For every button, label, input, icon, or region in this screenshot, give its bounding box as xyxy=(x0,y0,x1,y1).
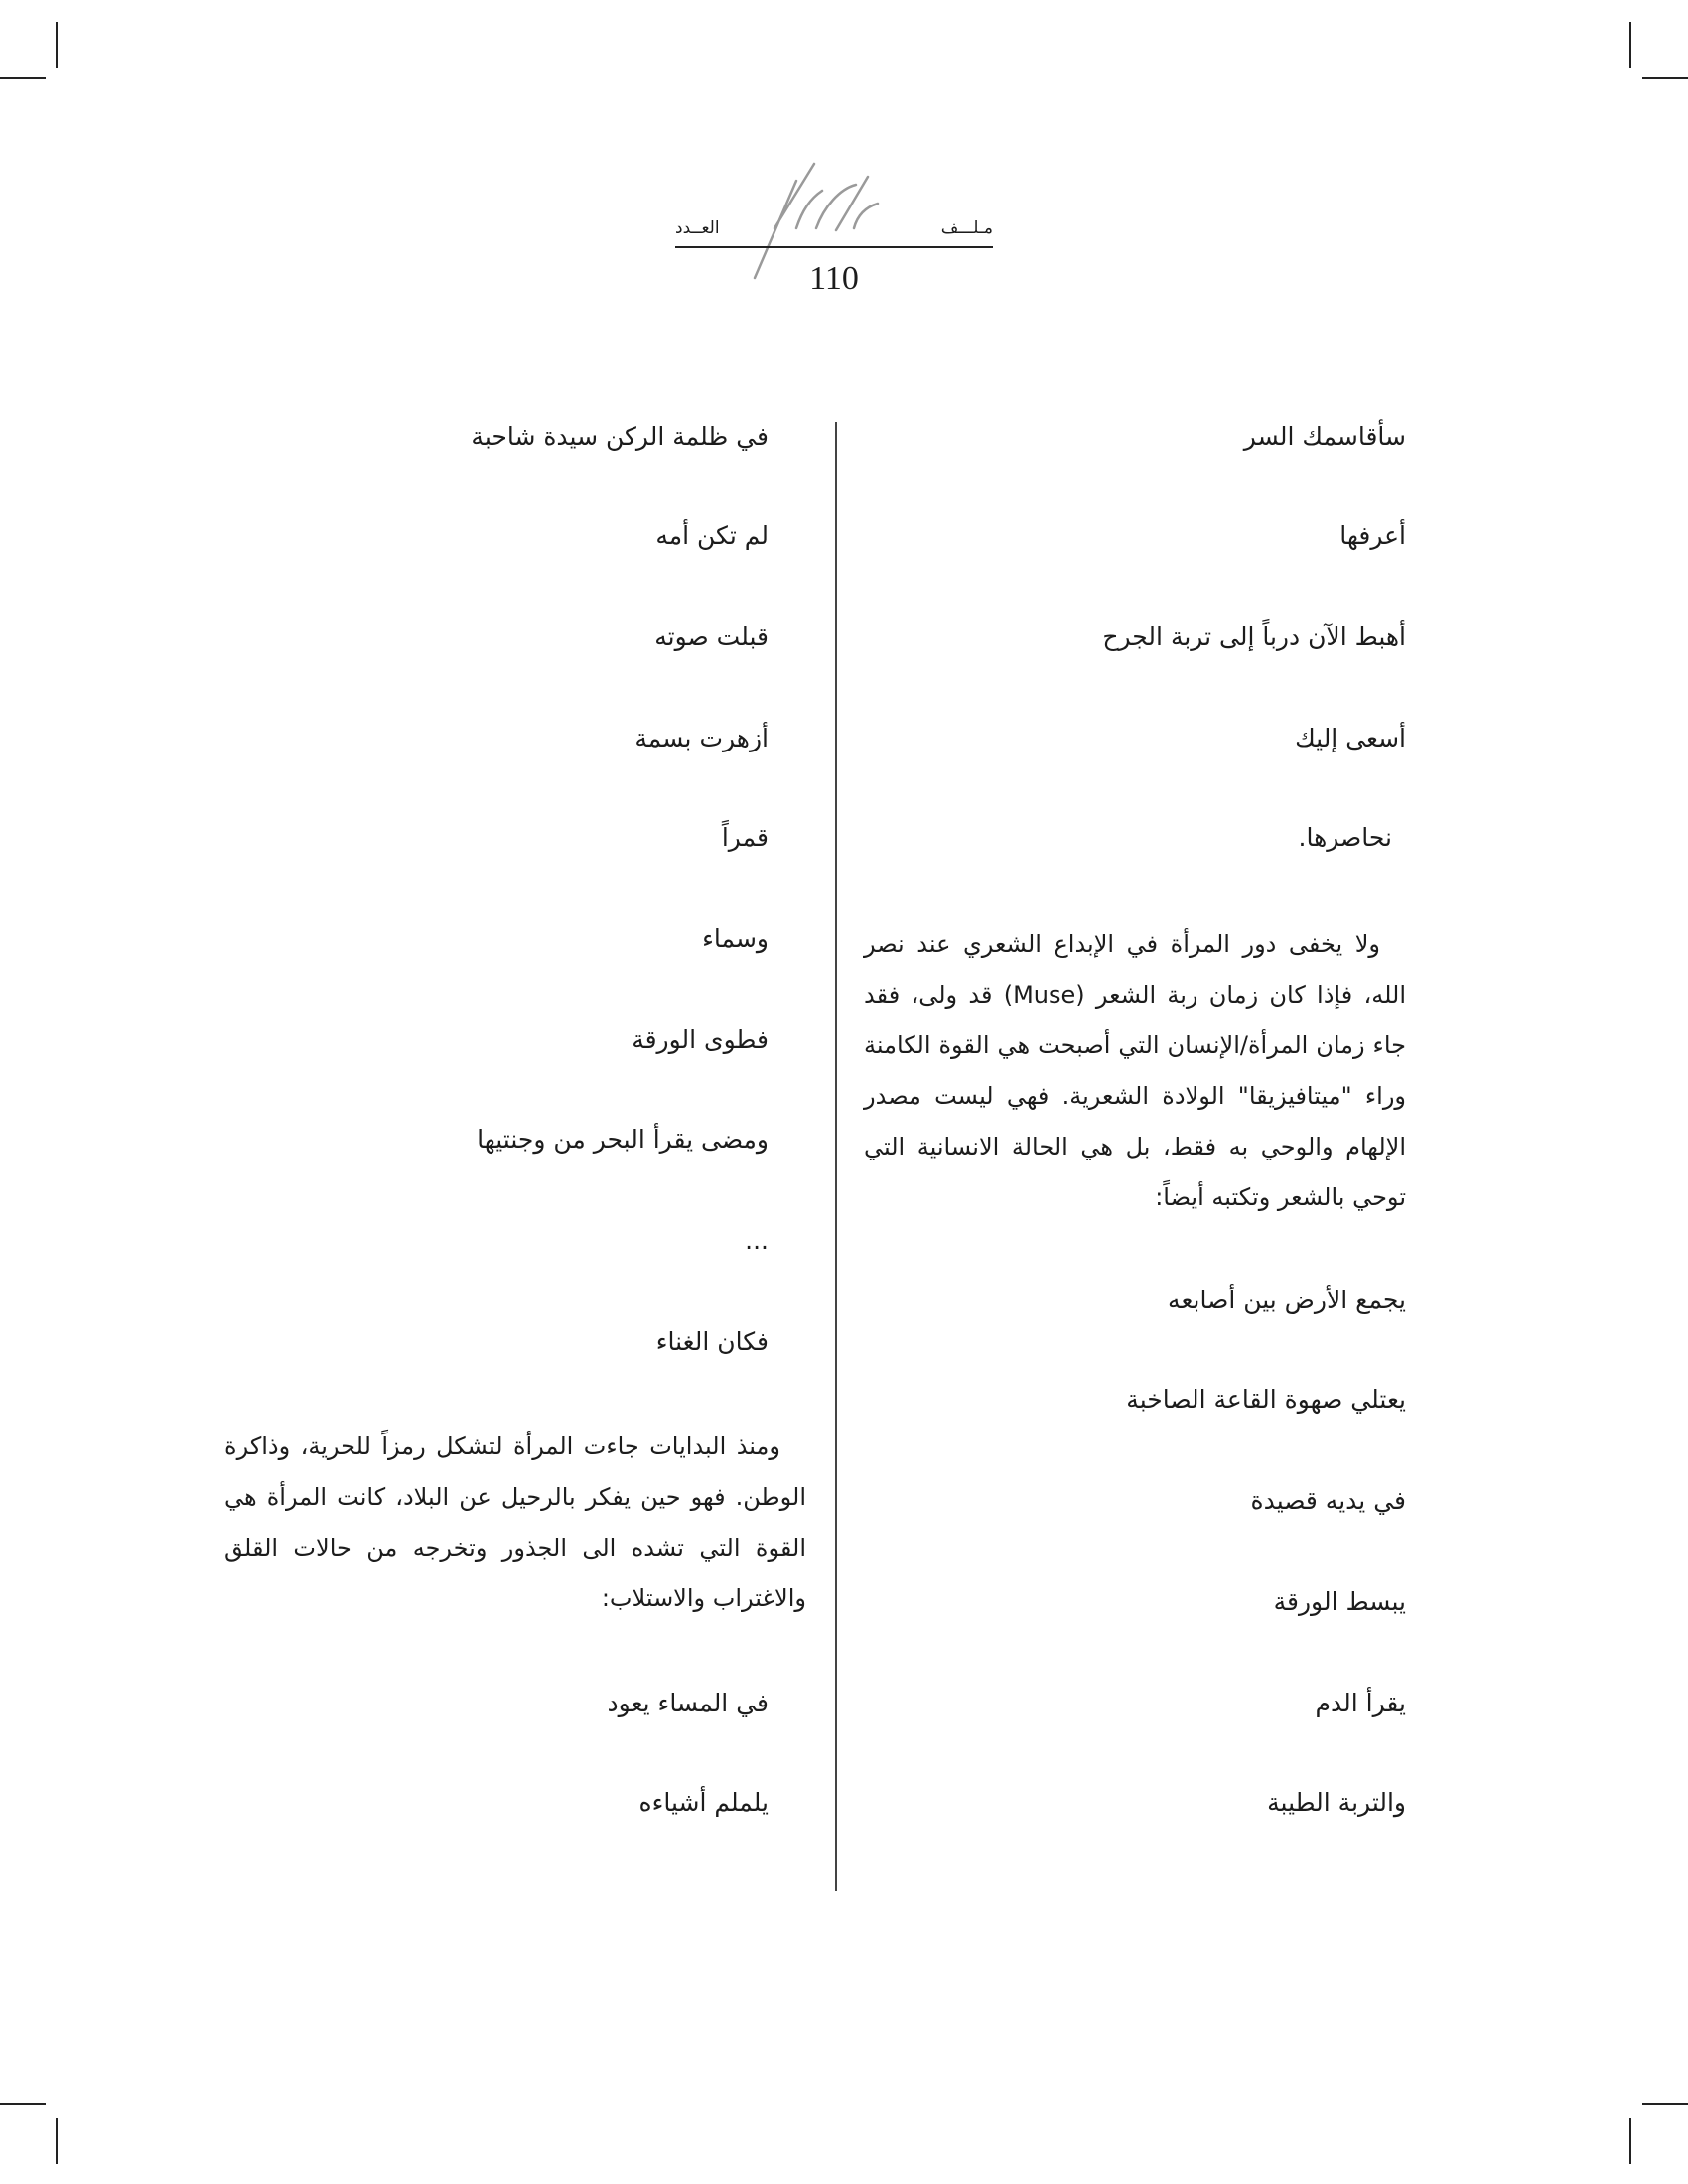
crop-mark xyxy=(56,2118,58,2164)
verse-line: في يديه قصيدة xyxy=(1250,1486,1406,1515)
verse-line: وسماء xyxy=(702,924,769,953)
crop-mark xyxy=(1629,22,1631,68)
issue-label: العــدد xyxy=(675,218,720,238)
verse-line: نحاصرها. xyxy=(1298,823,1392,852)
prose-paragraph xyxy=(864,919,1406,1223)
prose-text: ومنذ البدايات جاءت المرأة لتشكل رمزاً للحرية، وذاكرة الوطن. فهو حين يفكر بالرحيل عن البلاد، كانت المرأة هي القوة التي تشده الى الجذور وتخرجه من حالات القلق والاغتراب والاستلاب: xyxy=(224,1433,806,1612)
verse-line: قبلت صوته xyxy=(654,622,769,651)
crop-mark xyxy=(1642,2103,1688,2105)
verse-line: والتربة الطيبة xyxy=(1267,1788,1406,1817)
verse-line: يبسط الورقة xyxy=(1273,1587,1406,1616)
left-column xyxy=(224,0,806,2184)
verse-line: فكان الغناء xyxy=(655,1327,769,1356)
verse-line: أهبط الآن درباً إلى تربة الجرح xyxy=(1102,622,1406,651)
verse-line: أزهرت بسمة xyxy=(634,724,769,752)
verse-line: فطوى الورقة xyxy=(632,1025,769,1054)
verse-line: يعتلي صهوة القاعة الصاخبة xyxy=(1126,1385,1406,1414)
verse-line: يجمع الأرض بين أصابعه xyxy=(1168,1286,1406,1314)
section-label: مـلـــف xyxy=(940,218,993,238)
prose-text: ولا يخفى دور المرأة في الإبداع الشعري عند نصر الله، فإذا كان زمان ربة الشعر (Muse) قد ولى، فقد جاء زمان المرأة/الإنسان التي أصبحت هي القوة الكامنة وراء "ميتافيزيقا" الولادة الشعرية. فهي ليست مصدر الإلهام والوحي به فقط، بل هي الحالة الانسانية التي توحي بالشعر وتكتبه أيضاً: xyxy=(864,930,1406,1211)
right-column xyxy=(864,0,1406,2184)
crop-mark xyxy=(1642,77,1688,79)
verse-line: لم تكن أمه xyxy=(655,521,769,550)
crop-mark xyxy=(56,22,58,68)
verse-line: ... xyxy=(745,1226,769,1255)
column-divider xyxy=(835,422,837,1891)
crop-mark xyxy=(0,77,46,79)
page-number: 110 xyxy=(809,260,859,297)
verse-line: أعرفها xyxy=(1339,521,1406,550)
verse-line: في المساء يعود xyxy=(607,1689,769,1717)
crop-mark xyxy=(0,2103,46,2105)
verse-line: يقرأ الدم xyxy=(1315,1689,1406,1717)
crop-mark xyxy=(1629,2118,1631,2164)
prose-paragraph xyxy=(224,1422,806,1624)
verse-line: قمراً xyxy=(721,823,769,852)
verse-line: في ظلمة الركن سيدة شاحبة xyxy=(471,422,769,451)
verse-line: يلملم أشياءه xyxy=(638,1788,769,1817)
verse-line: ومضى يقرأ البحر من وجنتيها xyxy=(477,1125,769,1154)
verse-line: سأقاسمك السر xyxy=(1243,422,1406,451)
verse-line: أسعى إليك xyxy=(1295,724,1406,752)
